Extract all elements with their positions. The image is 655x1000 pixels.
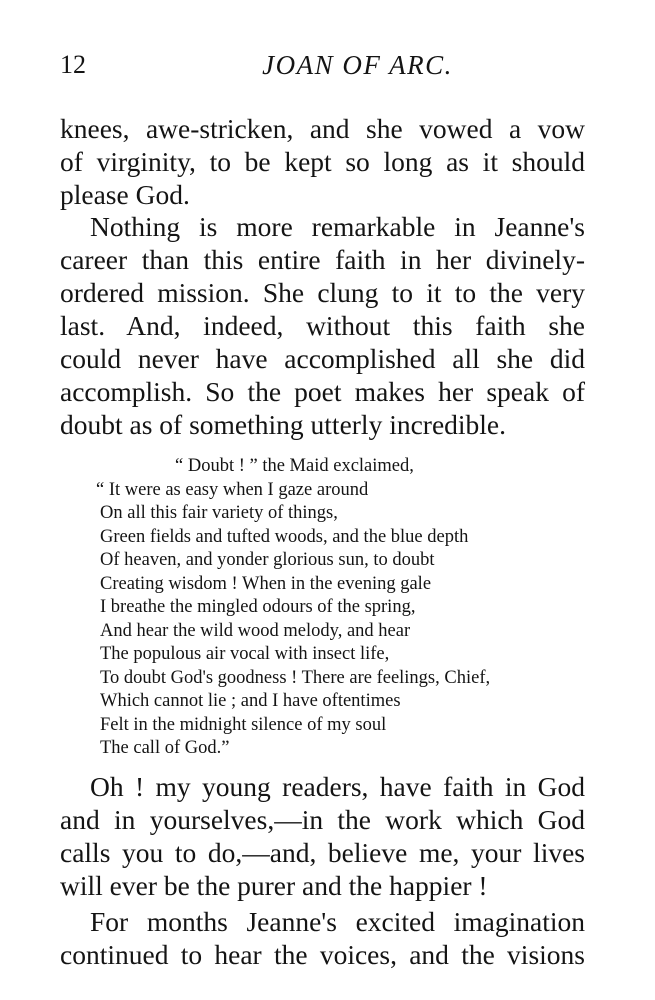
verse-quotation xyxy=(96,455,580,761)
text-line: For months Jeanne's excited imagination xyxy=(90,906,585,937)
text-line: knees, awe-stricken, and she vowed a vow xyxy=(60,113,585,144)
page-number: 12 xyxy=(60,50,86,79)
verse-line: And hear the wild wood melody, and hear xyxy=(100,620,411,641)
verse-line: The call of God.” xyxy=(100,738,230,758)
page-header xyxy=(60,48,585,82)
text-line: calls you to do,—and, believe me, your lives xyxy=(60,837,585,868)
verse-line: I breathe the mingled odours of the spring, xyxy=(100,597,416,617)
text-line: please God. xyxy=(60,179,190,210)
paragraph-4 xyxy=(60,905,585,971)
verse-line: Felt in the midnight silence of my soul xyxy=(100,714,387,735)
text-line: continued to hear the voices, and the visions xyxy=(60,939,585,970)
text-line: could never have accomplished all she did xyxy=(60,343,585,374)
text-line: will ever be the purer and the happier ! xyxy=(60,870,488,901)
text-line: career than this entire faith in her divinely- xyxy=(60,244,585,275)
text-line: of virginity, to be kept so long as it should xyxy=(60,146,585,177)
verse-line: Which cannot lie ; and I have oftentimes xyxy=(100,691,401,711)
paragraph-3 xyxy=(60,770,585,902)
text-line: accomplish. So the poet makes her speak of xyxy=(60,376,585,407)
text-line: Oh ! my young readers, have faith in God xyxy=(90,771,585,802)
verse-line: To doubt God's goodness ! There are feelings, Chief, xyxy=(100,667,491,688)
verse-line: Creating wisdom ! When in the evening gale xyxy=(100,573,432,594)
verse-line: On all this fair variety of things, xyxy=(100,503,338,523)
verse-line: Of heaven, and yonder glorious sun, to doubt xyxy=(100,550,435,570)
text-line: last. And, indeed, without this faith she xyxy=(60,310,585,341)
text-line: doubt as of something utterly incredible. xyxy=(60,409,507,440)
verse-line: “ Doubt ! ” the Maid exclaimed, xyxy=(175,456,414,476)
paragraph-2 xyxy=(60,210,585,441)
text-line: Nothing is more remarkable in Jeanne's xyxy=(90,211,585,242)
text-line: and in yourselves,—in the work which God xyxy=(60,804,585,835)
verse-line: The populous air vocal with insect life, xyxy=(100,644,390,664)
paragraph-1 xyxy=(60,112,585,211)
running-title: JOAN OF ARC. xyxy=(262,50,453,80)
verse-line: Green fields and tufted woods, and the blue depth xyxy=(100,526,469,547)
verse-line: “ It were as easy when I gaze around xyxy=(96,479,369,500)
text-line: ordered mission. She clung to it to the very xyxy=(60,277,585,308)
